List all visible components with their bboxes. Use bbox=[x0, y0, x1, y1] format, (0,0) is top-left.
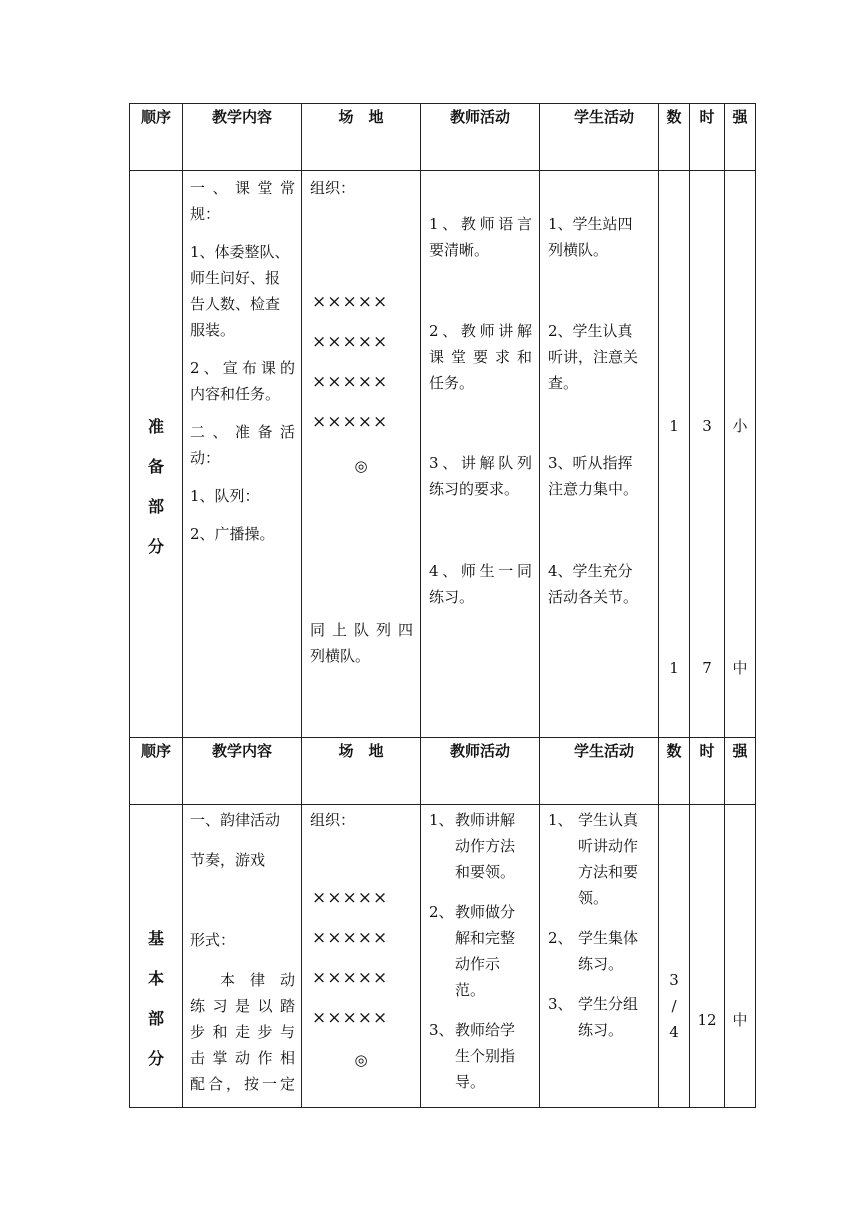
teacher-position-mark: ◎ bbox=[354, 457, 368, 475]
prep-count: 1 bbox=[669, 659, 679, 677]
prep-teacher-item: 3、讲解队列 练习的要求。 bbox=[429, 454, 532, 498]
formation-row: ××××× bbox=[312, 332, 389, 352]
lesson-plan-table bbox=[129, 103, 756, 1108]
header-teacher: 教师活动 bbox=[421, 104, 540, 171]
basic-content-cell bbox=[183, 805, 302, 1108]
prep-student-item: 4、学生充分 活动各关节。 bbox=[548, 562, 639, 606]
header-content: 教学内容 bbox=[183, 738, 302, 805]
basic-label-cell bbox=[130, 805, 183, 1108]
prep-time: 3 bbox=[702, 417, 712, 435]
formation-row: ××××× bbox=[312, 292, 389, 312]
prep-teacher-item: 4、师生一同 练习。 bbox=[429, 562, 532, 606]
header-time: 时 bbox=[690, 738, 725, 805]
formation-row: ××××× bbox=[312, 412, 389, 432]
basic-count: 3 / 4 bbox=[669, 971, 679, 1041]
teacher-position-mark: ◎ bbox=[354, 1051, 368, 1069]
header-content: 教学内容 bbox=[183, 104, 302, 171]
prep-teacher-cell bbox=[421, 171, 540, 738]
basic-teacher-list bbox=[429, 807, 534, 1095]
prep-section-row bbox=[130, 171, 756, 738]
basic-section-row bbox=[130, 805, 756, 1108]
basic-teacher-item: 3、 教师给学 生个别指 导。 bbox=[429, 1021, 516, 1091]
prep-label: 准 备 部 分 bbox=[147, 417, 164, 556]
basic-student-item: 1、 学生认真 听讲动作 方法和要 领。 bbox=[548, 811, 639, 907]
basic-org-label: 组织： bbox=[310, 811, 356, 829]
header-row bbox=[130, 104, 756, 171]
basic-venue-cell bbox=[302, 805, 421, 1108]
basic-student-list bbox=[548, 807, 653, 1043]
header-student: 学生活动 bbox=[540, 104, 659, 171]
header-time: 时 bbox=[690, 104, 725, 171]
prep-count: 1 bbox=[669, 417, 679, 435]
header-order: 顺序 bbox=[130, 738, 183, 805]
prep-venue-cell bbox=[302, 171, 421, 738]
prep-teacher-item: 1、教师语言 要清晰。 bbox=[429, 215, 532, 259]
prep-org-label: 组织： bbox=[310, 179, 356, 197]
formation-row: ××××× bbox=[312, 928, 389, 948]
formation-row: ××××× bbox=[312, 888, 389, 908]
prep-student-cell bbox=[540, 171, 659, 738]
prep-content-cell bbox=[183, 171, 302, 738]
header-count: 数 bbox=[659, 104, 690, 171]
prep-label-cell bbox=[130, 171, 183, 738]
prep-student-item: 3、听从指挥 注意力集中。 bbox=[548, 454, 639, 498]
basic-count-cell bbox=[659, 805, 690, 1108]
prep-content: 一、课堂常 规： 1、体委整队、 师生问好、报 告人数、检查 服装。 2、宣布课的 内容和任务。 二、准备活 动： 1、队列： 2、广播操。 bbox=[190, 179, 295, 543]
basic-teacher-item: 1、 教师讲解 动作方法 和要领。 bbox=[429, 811, 516, 881]
basic-time: 12 bbox=[697, 1011, 717, 1029]
header-intensity: 强 bbox=[725, 104, 756, 171]
prep-count-cell bbox=[659, 171, 690, 738]
header-venue: 场 地 bbox=[302, 104, 421, 171]
prep-student-item: 2、学生认真 听讲，注意关 查。 bbox=[548, 322, 639, 392]
header-intensity: 强 bbox=[725, 738, 756, 805]
header-order: 顺序 bbox=[130, 104, 183, 171]
basic-intensity-cell bbox=[725, 805, 756, 1108]
formation-row: ××××× bbox=[312, 1008, 389, 1028]
prep-intensity-cell bbox=[725, 171, 756, 738]
basic-teacher-cell bbox=[421, 805, 540, 1108]
prep-intensity: 小 bbox=[732, 417, 748, 435]
basic-student-cell bbox=[540, 805, 659, 1108]
header-count: 数 bbox=[659, 738, 690, 805]
prep-teacher-item: 2、教师讲解 课堂要求和 任务。 bbox=[429, 322, 532, 392]
basic-time-cell bbox=[690, 805, 725, 1108]
basic-intensity: 中 bbox=[732, 1011, 748, 1029]
basic-content: 一、韵律活动 节奏，游戏 形式： 本律动 练习是以踏 步和走步与 击掌动作相 配合，按一定 bbox=[190, 811, 295, 1093]
prep-time-cell bbox=[690, 171, 725, 738]
basic-student-item: 2、 学生集体 练习。 bbox=[548, 929, 639, 973]
header-venue: 场 地 bbox=[302, 738, 421, 805]
prep-time: 7 bbox=[702, 659, 712, 677]
formation-row: ××××× bbox=[312, 968, 389, 988]
prep-venue-note: 同上队列四 列横队。 bbox=[310, 621, 413, 665]
basic-student-item: 3、 学生分组 练习。 bbox=[548, 995, 639, 1039]
header-row bbox=[130, 738, 756, 805]
basic-label: 基 本 部 分 bbox=[147, 929, 164, 1068]
header-teacher: 教师活动 bbox=[421, 738, 540, 805]
header-student: 学生活动 bbox=[540, 738, 659, 805]
prep-intensity: 中 bbox=[732, 659, 748, 677]
basic-teacher-item: 2、 教师做分 解和完整 动作示 范。 bbox=[429, 903, 516, 999]
prep-student-item: 1、学生站四 列横队。 bbox=[548, 215, 633, 259]
formation-row: ××××× bbox=[312, 372, 389, 392]
